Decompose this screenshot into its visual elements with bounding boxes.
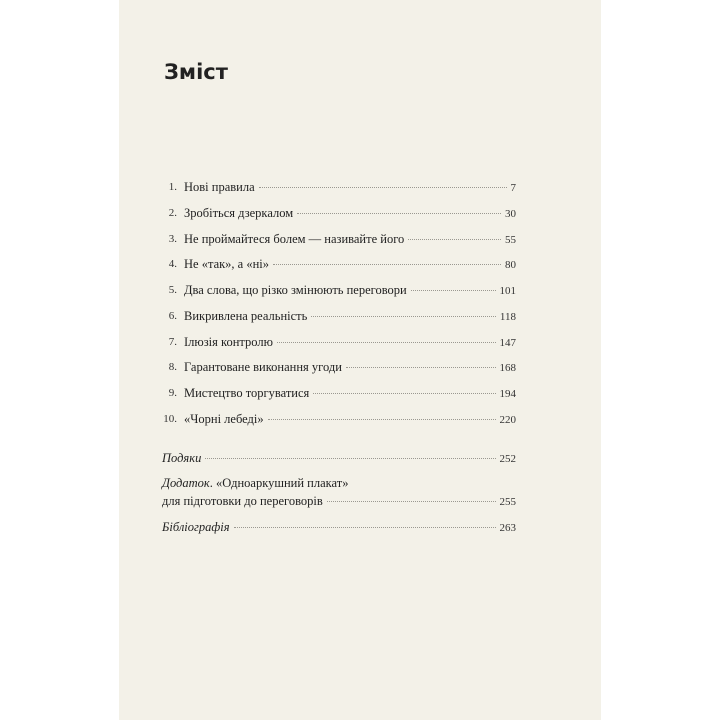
page-number: 255 [499,496,516,508]
chapter-title: Гарантоване виконання угоди [184,360,342,374]
dot-leader [408,239,501,240]
dot-leader [311,316,496,317]
page-number: 101 [499,285,516,297]
chapter-title: Не проймайтеся болем — називайте його [184,232,405,246]
page-number: 263 [499,522,516,534]
chapter-number: 1. [168,181,177,193]
page-number: 147 [499,337,516,349]
toc-entry-chapter-5 [162,281,516,299]
chapter-number: 8. [168,361,177,373]
dot-leader [346,367,496,368]
page-number: 118 [499,311,516,323]
toc-entry-chapter-4 [162,255,516,273]
toc-entry-chapter-6 [162,307,516,325]
page-number: 55 [505,234,516,246]
dot-leader [313,393,495,394]
toc-entry-chapter-10 [162,410,516,428]
appendix-label: Додаток [162,476,210,490]
page-number: 80 [505,259,516,271]
page-number: 220 [499,414,516,426]
chapter-number: 6. [168,310,177,322]
chapter-number: 10. [163,413,177,425]
page-number: 7 [510,182,516,194]
chapter-title: Викривлена реальність [184,309,308,323]
dot-leader [234,527,496,528]
chapter-title: Не «так», а «ні» [184,257,270,271]
chapter-title: Ілюзія контролю [184,335,273,349]
dot-leader [411,290,496,291]
toc-entry-chapter-3 [162,230,516,248]
dot-leader [327,501,496,502]
page-number: 252 [499,453,516,465]
chapter-number: 5. [168,284,177,296]
appendix-title-part: . «Одноаркушний плакат» [209,476,349,490]
toc-entry-chapter-2 [162,204,516,222]
chapter-number: 3. [168,233,177,245]
toc-entry-acknowledgments [162,449,516,467]
dot-leader [297,213,501,214]
section-title: Бібліографія [162,520,230,534]
dot-leader [277,342,496,343]
chapter-title: Зробіться дзеркалом [184,206,294,220]
toc-entry-chapter-9 [162,384,516,402]
toc-entry-chapter-8 [162,358,516,376]
chapter-title: «Чорні лебеді» [184,412,264,426]
appendix-title-line [162,474,348,492]
section-title: Подяки [162,451,202,465]
page-title: Зміст [164,60,228,84]
appendix-title-continued: для підготовки до переговорів [162,494,323,508]
dot-leader [268,419,496,420]
toc-entry-bibliography [162,518,516,536]
chapter-number: 2. [168,207,177,219]
chapter-number: 4. [168,258,177,270]
chapter-number: 7. [168,336,177,348]
chapter-title: Мистецтво торгуватися [184,386,310,400]
dot-leader [205,458,495,459]
toc-entry-chapter-7 [162,333,516,351]
toc-entry-appendix [162,492,516,510]
page-number: 30 [505,208,516,220]
chapter-number: 9. [168,387,177,399]
dot-leader [259,187,507,188]
page-number: 194 [499,388,516,400]
toc-entry-chapter-1 [162,178,516,196]
chapter-title: Два слова, що різко змінюють переговори [184,283,407,297]
chapter-title: Нові правила [184,180,255,194]
dot-leader [273,264,501,265]
page-number: 168 [499,362,516,374]
